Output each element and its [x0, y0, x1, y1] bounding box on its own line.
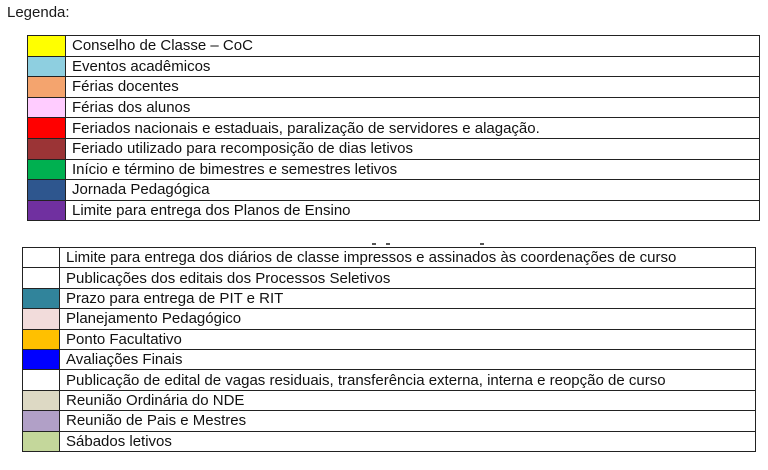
legend-label: Férias docentes — [66, 77, 760, 98]
legend-color-swatch — [28, 180, 66, 201]
legend-label: Limite para entrega dos diários de classe impressos e assinados às coordenações de curso — [60, 248, 756, 268]
legend-color-swatch — [23, 370, 60, 390]
legend-color-swatch — [23, 329, 60, 349]
legend-row — [28, 159, 760, 180]
legend-label: Conselho de Classe – CoC — [66, 36, 760, 57]
legend-row — [23, 411, 756, 431]
legend-label: Sábados letivos — [60, 431, 756, 451]
legend-row — [23, 268, 756, 288]
legend-row — [23, 390, 756, 410]
legend-row — [28, 36, 760, 57]
legend-row — [23, 329, 756, 349]
legend-row — [28, 180, 760, 201]
legend-color-swatch — [28, 97, 66, 118]
legend-label: Reunião de Pais e Mestres — [60, 411, 756, 431]
legend-row — [23, 370, 756, 390]
legend-row — [28, 138, 760, 159]
legend-row — [28, 200, 760, 221]
legend-color-swatch — [23, 309, 60, 329]
legend-color-swatch — [23, 268, 60, 288]
legend-color-swatch — [28, 118, 66, 139]
legend-row — [28, 97, 760, 118]
legend-color-swatch — [23, 349, 60, 369]
legend-row — [28, 118, 760, 139]
legend-table-secondary — [22, 247, 756, 452]
legend-color-swatch — [28, 56, 66, 77]
legend-color-swatch — [23, 288, 60, 308]
legend-label: Feriado utilizado para recomposição de dias letivos — [66, 138, 760, 159]
legend-color-swatch — [28, 200, 66, 221]
legend-label: Jornada Pedagógica — [66, 180, 760, 201]
legend-label: Publicações dos editais dos Processos Seletivos — [60, 268, 756, 288]
legend-color-swatch — [23, 411, 60, 431]
legend-color-swatch — [28, 36, 66, 57]
legend-label: Ponto Facultativo — [60, 329, 756, 349]
legend-row — [28, 77, 760, 98]
legend-row — [23, 288, 756, 308]
legend-color-swatch — [23, 431, 60, 451]
legend-row — [28, 56, 760, 77]
legend-color-swatch — [28, 138, 66, 159]
clipped-text-artifact — [300, 237, 510, 245]
legend-label: Início e término de bimestres e semestres letivos — [66, 159, 760, 180]
legend-label: Avaliações Finais — [60, 349, 756, 369]
legend-row — [23, 309, 756, 329]
legend-color-swatch — [28, 159, 66, 180]
legend-label: Eventos acadêmicos — [66, 56, 760, 77]
legend-row — [23, 431, 756, 451]
legend-label: Prazo para entrega de PIT e RIT — [60, 288, 756, 308]
legend-table-primary — [27, 35, 760, 221]
legend-title: Legenda: — [7, 4, 70, 21]
legend-label: Férias dos alunos — [66, 97, 760, 118]
legend-color-swatch — [23, 248, 60, 268]
legend-label: Publicação de edital de vagas residuais, transferência externa, interna e reopção de curso — [60, 370, 756, 390]
legend-label: Planejamento Pedagógico — [60, 309, 756, 329]
legend-row — [23, 349, 756, 369]
legend-label: Reunião Ordinária do NDE — [60, 390, 756, 410]
legend-row — [23, 248, 756, 268]
legend-label: Limite para entrega dos Planos de Ensino — [66, 200, 760, 221]
legend-color-swatch — [28, 77, 66, 98]
legend-color-swatch — [23, 390, 60, 410]
legend-label: Feriados nacionais e estaduais, paralização de servidores e alagação. — [66, 118, 760, 139]
